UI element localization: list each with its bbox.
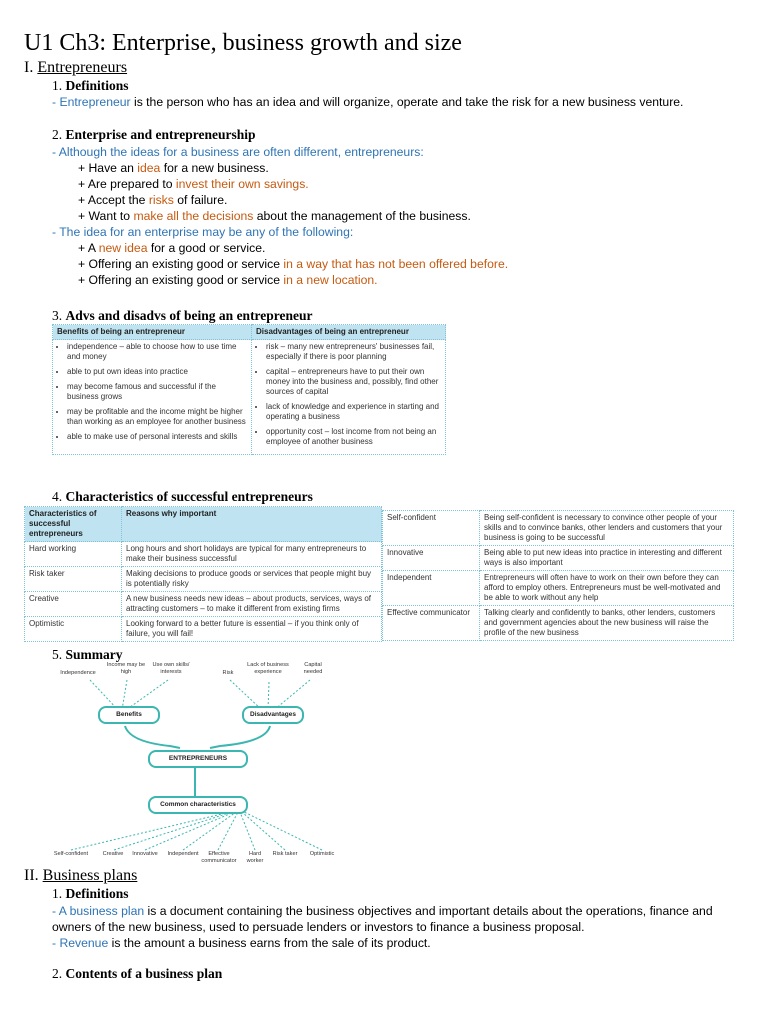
table-cell: Entrepreneurs will often have to work on their own before they can afford to employ others. Entrepreneurs must be well-motivated and be able to work without any help (480, 571, 734, 606)
node-disadvantages: Disadvantages (242, 706, 304, 724)
advs-disadvs-table (52, 324, 446, 455)
list-item (52, 240, 752, 256)
label-optimistic: Optimistic (309, 851, 335, 857)
list-item: • able to make use of personal interests and skills (67, 432, 247, 442)
item-highlight: in a new location. (283, 273, 378, 287)
summary-diagram (40, 660, 350, 864)
subheading-title: Characteristics of successful entrepreneurs (65, 489, 313, 504)
section-heading-business-plans (24, 867, 137, 885)
label-creative: Creative (102, 851, 124, 857)
list-item: • may become famous and successful if the business grows (67, 382, 247, 402)
item-text: + A (78, 241, 99, 255)
list-item (52, 176, 752, 192)
definition-entrepreneur (52, 94, 752, 110)
subheading-characteristics (52, 489, 313, 505)
list-item: • may be profitable and the income might be higher than working as an employee for another business (67, 407, 247, 427)
subheading-number: 4. (52, 489, 63, 504)
list-item: • capital – entrepreneurs have to put their own money into the business and, possibly, find other sources of capital (266, 367, 441, 397)
section-number: II. (24, 867, 39, 884)
table-cell: Risk taker (25, 567, 122, 592)
node-common-characteristics: Common characteristics (148, 796, 248, 814)
table-row (25, 617, 382, 642)
item-highlight: new idea (98, 241, 148, 255)
item-highlight: in a way that has not been offered before. (283, 257, 509, 271)
page-title: U1 Ch3: Enterprise, business growth and size (24, 30, 462, 56)
label-own-skills: Use own skills/ interests (152, 662, 190, 675)
section-number: I. (24, 59, 34, 76)
table-header: Disadvantages of being an entrepreneur (252, 325, 446, 340)
term: - A business plan (52, 904, 145, 918)
subheading-number: 2. (52, 127, 63, 142)
table-row (25, 542, 382, 567)
definition-text: is a document containing the business objectives and important details about the operations, finance and owners of the new business, used to persuade lenders or investors to finance a business proposal. (52, 904, 713, 934)
subheading-enterprise (52, 127, 256, 143)
term: Entrepreneur (59, 95, 131, 109)
item-text: + Offering an existing good or service (78, 257, 284, 271)
subheading-title: Summary (65, 647, 123, 662)
item-text: + Want to (78, 209, 134, 223)
subheading-title: Definitions (65, 886, 129, 901)
subheading-definitions (52, 78, 129, 94)
enterprise-block (52, 144, 752, 288)
section-heading-entrepreneurs (24, 59, 127, 77)
enterprise-intro-2: - The idea for an enterprise may be any of the following: (52, 225, 354, 239)
table-row (383, 571, 734, 606)
table-header: Characteristics of successful entrepreneurs (25, 507, 122, 542)
enterprise-intro: - Although the ideas for a business are often different, entrepreneurs: (52, 145, 424, 159)
subheading-title: Contents of a business plan (65, 966, 223, 981)
label-independence: Independence (60, 670, 96, 676)
list-item (52, 192, 752, 208)
list-item: • lack of knowledge and experience in starting and operating a business (266, 402, 441, 422)
table-row (25, 567, 382, 592)
subheading-contents (52, 966, 222, 982)
table-cell: Making decisions to produce goods or services that people might buy is potentially risky (122, 567, 382, 592)
definitions-business-plans (52, 903, 748, 951)
table-cell: Independent (383, 571, 480, 606)
subheading-number: 5. (52, 647, 63, 662)
subheading-definitions-2 (52, 886, 129, 902)
dash: - (52, 95, 60, 109)
subheading-advs-disadvs (52, 308, 313, 324)
label-capital: Capital needed (303, 662, 323, 675)
disadvantages-cell (252, 340, 446, 455)
item-text: about the management of the business. (253, 209, 471, 223)
subheading-number: 1. (52, 78, 63, 93)
list-item: • risk – many new entrepreneurs' businesses fail, especially if there is poor planning (266, 342, 441, 362)
item-text: + Have an (78, 161, 138, 175)
subheading-number: 1. (52, 886, 63, 901)
label-lack-experience: Lack of business experience (247, 662, 289, 675)
list-item (52, 208, 752, 224)
item-highlight: make all the decisions (133, 209, 254, 223)
item-text: + Accept the (78, 193, 149, 207)
item-text: + Offering an existing good or service (78, 273, 284, 287)
section-title: Entrepreneurs (37, 59, 128, 76)
list-item: • independence – able to choose how to use time and money (67, 342, 247, 362)
label-self-confident: Self-confident (53, 851, 89, 857)
subheading-title: Advs and disadvs of being an entrepreneur (65, 308, 313, 323)
benefits-cell (53, 340, 252, 455)
item-highlight: idea (137, 161, 161, 175)
label-effective-communicator: Effective communicator (201, 851, 237, 864)
table-header: Benefits of being an entrepreneur (53, 325, 252, 340)
label-innovative: Innovative (132, 851, 158, 857)
table-cell: Being able to put new ideas into practice in interesting and different ways is also important (480, 546, 734, 571)
definition-business-plan (52, 903, 748, 935)
table-row (383, 511, 734, 546)
section-title: Business plans (42, 867, 138, 884)
item-text: + Are prepared to (78, 177, 176, 191)
list-item (52, 160, 752, 176)
label-risk: Risk (222, 670, 234, 676)
label-hard-worker: Hard worker (246, 851, 264, 864)
item-text: for a good or service. (147, 241, 266, 255)
list-item (52, 272, 752, 288)
table-cell: Being self-confident is necessary to convince other people of your skills and to convince banks, other lenders and customers that your business is going to be successful (480, 511, 734, 546)
table-row (25, 592, 382, 617)
characteristics-table-right (382, 510, 734, 641)
definition-text: is the amount a business earns from the sale of its product. (108, 936, 431, 950)
subheading-number: 3. (52, 308, 63, 323)
table-cell: Self-confident (383, 511, 480, 546)
list-item: • opportunity cost – lost income from not being an employee of another business (266, 427, 441, 447)
term: - Revenue (52, 936, 109, 950)
subheading-title: Definitions (65, 78, 129, 93)
table-row (383, 546, 734, 571)
table-cell: Talking clearly and confidently to banks, other lenders, customers and government agencies about the new business will raise the profile of the new business (480, 606, 734, 641)
item-text: of failure. (173, 193, 228, 207)
list-item: • able to put own ideas into practice (67, 367, 247, 377)
table-cell: Optimistic (25, 617, 122, 642)
definition-revenue (52, 935, 748, 951)
label-risk-taker: Risk taker (272, 851, 298, 857)
table-cell: Effective communicator (383, 606, 480, 641)
item-highlight: risks (148, 193, 174, 207)
label-independent: Independent (167, 851, 199, 857)
characteristics-table-left (24, 506, 382, 642)
item-text: for a new business. (160, 161, 269, 175)
item-highlight: invest their own savings. (175, 177, 309, 191)
subheading-title: Enterprise and entrepreneurship (65, 127, 256, 142)
list-item (52, 256, 752, 272)
node-benefits: Benefits (98, 706, 160, 724)
node-entrepreneurs: ENTREPRENEURS (148, 750, 248, 768)
subheading-number: 2. (52, 966, 63, 981)
label-income: Income may be high (106, 662, 146, 675)
table-cell: Hard working (25, 542, 122, 567)
table-header: Reasons why important (122, 507, 382, 542)
table-cell: A new business needs new ideas – about products, services, ways of attracting customers – to make it different from existing firms (122, 592, 382, 617)
table-cell: Innovative (383, 546, 480, 571)
table-cell: Creative (25, 592, 122, 617)
definition-text: is the person who has an idea and will organize, operate and take the risk for a new business venture. (130, 95, 684, 109)
table-row (383, 606, 734, 641)
table-cell: Looking forward to a better future is essential – if you think only of failure, you will fail! (122, 617, 382, 642)
table-cell: Long hours and short holidays are typical for many entrepreneurs to make their business successful (122, 542, 382, 567)
